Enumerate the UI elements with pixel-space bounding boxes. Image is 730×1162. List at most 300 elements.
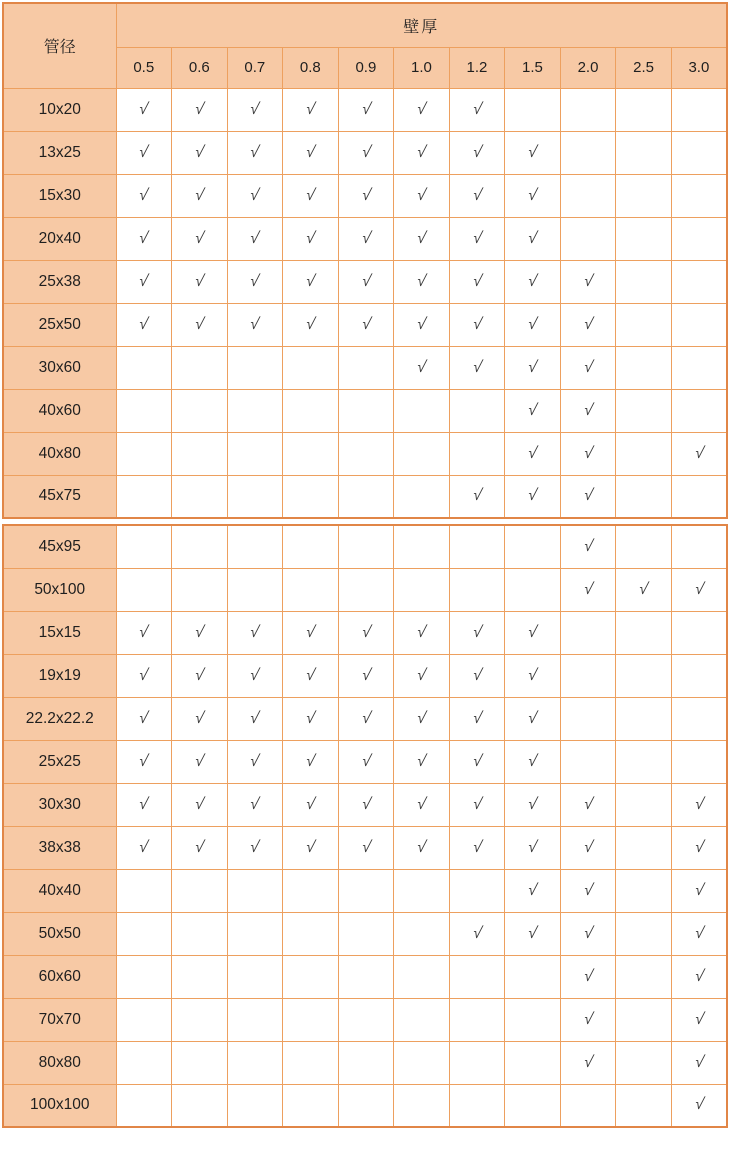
check-mark: √ [137, 709, 151, 727]
table-row [3, 346, 727, 389]
empty-cell [227, 998, 283, 1041]
empty-cell [116, 475, 172, 518]
empty-cell [394, 1084, 450, 1127]
check-mark: √ [415, 623, 428, 641]
pipe-size-label: 40x40 [3, 869, 116, 912]
check-mark: √ [692, 444, 706, 462]
check-mark: √ [692, 795, 706, 813]
check-cell [505, 611, 561, 654]
table-row [3, 475, 727, 518]
check-cell [505, 389, 561, 432]
empty-cell [283, 568, 339, 611]
check-cell [116, 740, 172, 783]
check-mark: √ [415, 709, 428, 727]
check-mark: √ [470, 272, 484, 290]
empty-cell [505, 955, 561, 998]
check-cell [227, 783, 283, 826]
check-mark: √ [581, 795, 595, 813]
empty-cell [283, 955, 339, 998]
check-cell [505, 654, 561, 697]
empty-cell [338, 389, 394, 432]
pipe-size-label: 25x25 [3, 740, 116, 783]
check-mark: √ [526, 881, 539, 899]
empty-cell [394, 525, 450, 568]
empty-cell [338, 869, 394, 912]
check-cell [505, 217, 561, 260]
check-cell [394, 174, 450, 217]
pipe-size-label: 45x95 [3, 525, 116, 568]
check-mark: √ [470, 487, 484, 505]
check-mark: √ [248, 623, 262, 641]
empty-cell [560, 88, 616, 131]
empty-cell [671, 217, 727, 260]
empty-cell [227, 912, 283, 955]
check-cell [227, 740, 283, 783]
check-cell [116, 131, 172, 174]
empty-cell [616, 174, 672, 217]
check-mark: √ [581, 444, 595, 462]
check-cell [394, 740, 450, 783]
check-cell [227, 303, 283, 346]
check-cell [283, 217, 339, 260]
pipe-size-label: 30x30 [3, 783, 116, 826]
check-mark: √ [581, 358, 595, 376]
check-mark: √ [581, 967, 595, 985]
empty-cell [172, 525, 228, 568]
empty-cell [172, 1041, 228, 1084]
check-cell [560, 389, 616, 432]
check-cell [227, 697, 283, 740]
check-mark: √ [193, 666, 206, 684]
check-mark: √ [470, 315, 484, 333]
check-mark: √ [137, 143, 151, 161]
check-cell [283, 826, 339, 869]
check-cell [172, 303, 228, 346]
check-mark: √ [193, 623, 206, 641]
check-cell [283, 88, 339, 131]
check-cell [338, 260, 394, 303]
check-mark: √ [359, 838, 373, 856]
table-row [3, 611, 727, 654]
check-cell [172, 697, 228, 740]
check-cell [616, 568, 672, 611]
check-mark: √ [415, 100, 428, 118]
pipe-size-label: 45x75 [3, 475, 116, 518]
empty-cell [283, 432, 339, 475]
empty-cell [227, 475, 283, 518]
empty-cell [449, 869, 505, 912]
check-mark: √ [692, 1096, 706, 1114]
check-mark: √ [304, 666, 317, 684]
pipe-size-label: 38x38 [3, 826, 116, 869]
check-cell [449, 260, 505, 303]
thickness-column-header: 1.2 [449, 47, 505, 88]
check-cell [172, 131, 228, 174]
table-row [3, 783, 727, 826]
table-row [3, 1084, 727, 1127]
check-cell [227, 611, 283, 654]
empty-cell [560, 131, 616, 174]
check-cell [227, 131, 283, 174]
table-row [3, 131, 727, 174]
empty-cell [449, 568, 505, 611]
pipe-size-label: 25x38 [3, 260, 116, 303]
table-row [3, 955, 727, 998]
check-cell [172, 826, 228, 869]
wall-thickness-header: 壁厚 [116, 3, 727, 47]
check-cell [671, 826, 727, 869]
check-mark: √ [137, 795, 151, 813]
check-cell [449, 740, 505, 783]
empty-cell [616, 1084, 672, 1127]
empty-cell [394, 568, 450, 611]
pipe-size-label: 25x50 [3, 303, 116, 346]
pipe-size-label: 50x100 [3, 568, 116, 611]
check-mark: √ [137, 315, 151, 333]
empty-cell [227, 1084, 283, 1127]
check-cell [560, 912, 616, 955]
check-mark: √ [359, 752, 373, 770]
check-cell [449, 783, 505, 826]
empty-cell [671, 260, 727, 303]
empty-cell [338, 998, 394, 1041]
check-mark: √ [581, 315, 595, 333]
empty-cell [560, 697, 616, 740]
check-mark: √ [359, 229, 373, 247]
empty-cell [227, 346, 283, 389]
empty-cell [505, 568, 561, 611]
empty-cell [560, 740, 616, 783]
table-row [3, 654, 727, 697]
check-cell [505, 346, 561, 389]
empty-cell [394, 389, 450, 432]
check-mark: √ [692, 1053, 706, 1071]
table-row [3, 998, 727, 1041]
check-cell [505, 131, 561, 174]
thickness-column-header: 1.0 [394, 47, 450, 88]
check-cell [283, 740, 339, 783]
empty-cell [283, 998, 339, 1041]
check-mark: √ [470, 924, 484, 942]
check-cell [116, 174, 172, 217]
empty-cell [338, 1041, 394, 1084]
check-cell [394, 654, 450, 697]
check-mark: √ [470, 229, 484, 247]
check-cell [560, 525, 616, 568]
empty-cell [116, 869, 172, 912]
check-cell [560, 475, 616, 518]
empty-cell [172, 955, 228, 998]
empty-cell [283, 346, 339, 389]
check-mark: √ [359, 795, 373, 813]
table-row [3, 1041, 727, 1084]
check-mark: √ [470, 838, 484, 856]
check-cell [449, 217, 505, 260]
check-cell [560, 955, 616, 998]
check-mark: √ [248, 315, 262, 333]
check-cell [394, 88, 450, 131]
check-cell [505, 826, 561, 869]
check-mark: √ [359, 100, 373, 118]
check-cell [338, 783, 394, 826]
empty-cell [227, 389, 283, 432]
check-mark: √ [526, 444, 539, 462]
empty-cell [449, 525, 505, 568]
check-mark: √ [692, 580, 706, 598]
check-mark: √ [581, 881, 595, 899]
empty-cell [449, 389, 505, 432]
empty-cell [671, 611, 727, 654]
empty-cell [227, 955, 283, 998]
empty-cell [505, 1084, 561, 1127]
table-row [3, 217, 727, 260]
check-mark: √ [359, 623, 373, 641]
empty-cell [116, 1041, 172, 1084]
check-cell [227, 654, 283, 697]
check-cell [394, 217, 450, 260]
empty-cell [283, 525, 339, 568]
check-cell [505, 912, 561, 955]
check-mark: √ [526, 401, 539, 419]
check-cell [560, 303, 616, 346]
check-mark: √ [137, 752, 151, 770]
check-mark: √ [137, 186, 151, 204]
check-mark: √ [415, 186, 428, 204]
check-mark: √ [526, 143, 539, 161]
check-cell [449, 346, 505, 389]
check-mark: √ [526, 229, 539, 247]
pipe-size-label: 40x60 [3, 389, 116, 432]
check-mark: √ [470, 795, 484, 813]
empty-cell [338, 912, 394, 955]
empty-cell [394, 432, 450, 475]
check-mark: √ [137, 272, 151, 290]
check-cell [116, 611, 172, 654]
table-row [3, 826, 727, 869]
check-mark: √ [581, 1010, 595, 1028]
check-mark: √ [248, 752, 262, 770]
empty-cell [671, 475, 727, 518]
check-cell [172, 260, 228, 303]
check-mark: √ [692, 924, 706, 942]
check-cell [560, 869, 616, 912]
check-cell [172, 611, 228, 654]
check-cell [338, 217, 394, 260]
check-mark: √ [248, 186, 262, 204]
check-mark: √ [526, 752, 539, 770]
check-cell [227, 826, 283, 869]
check-cell [394, 697, 450, 740]
table-row [3, 260, 727, 303]
check-mark: √ [415, 358, 428, 376]
empty-cell [616, 131, 672, 174]
empty-cell [338, 346, 394, 389]
empty-cell [116, 912, 172, 955]
empty-cell [505, 525, 561, 568]
check-mark: √ [193, 795, 206, 813]
pipe-size-label: 60x60 [3, 955, 116, 998]
check-cell [394, 131, 450, 174]
check-mark: √ [692, 838, 706, 856]
pipe-diameter-header: 管径 [3, 3, 116, 88]
check-mark: √ [193, 272, 206, 290]
check-mark: √ [248, 709, 262, 727]
empty-cell [116, 568, 172, 611]
thickness-column-header: 3.0 [671, 47, 727, 88]
check-cell [505, 303, 561, 346]
empty-cell [172, 568, 228, 611]
empty-cell [671, 131, 727, 174]
check-cell [283, 174, 339, 217]
check-cell [449, 611, 505, 654]
check-mark: √ [415, 272, 428, 290]
check-cell [505, 783, 561, 826]
check-mark: √ [304, 795, 317, 813]
pipe-size-label: 40x80 [3, 432, 116, 475]
check-mark: √ [359, 186, 373, 204]
check-cell [505, 740, 561, 783]
empty-cell [283, 475, 339, 518]
check-cell [560, 568, 616, 611]
lower-table-body [3, 525, 727, 1127]
check-mark: √ [581, 838, 595, 856]
pipe-size-label: 80x80 [3, 1041, 116, 1084]
empty-cell [616, 1041, 672, 1084]
empty-cell [283, 1084, 339, 1127]
check-cell [671, 869, 727, 912]
check-cell [338, 131, 394, 174]
check-mark: √ [526, 487, 539, 505]
empty-cell [338, 525, 394, 568]
check-cell [505, 475, 561, 518]
empty-cell [671, 389, 727, 432]
check-mark: √ [248, 229, 262, 247]
check-cell [338, 611, 394, 654]
empty-cell [394, 955, 450, 998]
empty-cell [449, 1041, 505, 1084]
empty-cell [616, 475, 672, 518]
check-mark: √ [526, 186, 539, 204]
check-mark: √ [415, 229, 428, 247]
empty-cell [338, 1084, 394, 1127]
upper-table-body [3, 88, 727, 518]
check-cell [560, 260, 616, 303]
empty-cell [227, 869, 283, 912]
check-cell [671, 912, 727, 955]
check-cell [394, 611, 450, 654]
empty-cell [338, 432, 394, 475]
check-cell [449, 912, 505, 955]
check-mark: √ [248, 838, 262, 856]
pipe-size-label: 100x100 [3, 1084, 116, 1127]
check-mark: √ [470, 186, 484, 204]
empty-cell [616, 611, 672, 654]
empty-cell [560, 1084, 616, 1127]
check-mark: √ [193, 709, 206, 727]
check-cell [172, 174, 228, 217]
check-mark: √ [470, 666, 484, 684]
check-cell [505, 697, 561, 740]
thickness-column-header: 0.6 [172, 47, 228, 88]
empty-cell [616, 783, 672, 826]
thickness-column-header: 0.7 [227, 47, 283, 88]
check-mark: √ [415, 838, 428, 856]
empty-cell [671, 525, 727, 568]
check-cell [505, 174, 561, 217]
empty-cell [338, 475, 394, 518]
check-mark: √ [581, 537, 595, 555]
check-mark: √ [415, 315, 428, 333]
check-mark: √ [304, 143, 317, 161]
check-cell [449, 88, 505, 131]
empty-cell [616, 303, 672, 346]
pipe-size-label: 15x30 [3, 174, 116, 217]
check-mark: √ [470, 143, 484, 161]
check-mark: √ [304, 752, 317, 770]
empty-cell [671, 303, 727, 346]
empty-cell [338, 568, 394, 611]
empty-cell [616, 389, 672, 432]
empty-cell [283, 869, 339, 912]
check-cell [227, 174, 283, 217]
check-cell [283, 303, 339, 346]
check-mark: √ [193, 100, 206, 118]
check-cell [338, 174, 394, 217]
check-cell [560, 1041, 616, 1084]
empty-cell [394, 998, 450, 1041]
check-cell [338, 697, 394, 740]
empty-cell [227, 432, 283, 475]
check-cell [671, 1041, 727, 1084]
empty-cell [172, 432, 228, 475]
check-mark: √ [581, 924, 595, 942]
check-mark: √ [193, 752, 206, 770]
empty-cell [616, 346, 672, 389]
check-mark: √ [581, 1053, 595, 1071]
check-mark: √ [526, 709, 539, 727]
check-cell [227, 217, 283, 260]
check-mark: √ [581, 401, 595, 419]
pipe-size-label: 19x19 [3, 654, 116, 697]
check-cell [394, 826, 450, 869]
check-mark: √ [526, 623, 539, 641]
empty-cell [616, 260, 672, 303]
check-cell [283, 654, 339, 697]
thickness-column-header: 0.5 [116, 47, 172, 88]
empty-cell [616, 654, 672, 697]
check-cell [449, 303, 505, 346]
check-mark: √ [692, 881, 706, 899]
check-cell [671, 783, 727, 826]
check-cell [338, 88, 394, 131]
check-cell [172, 217, 228, 260]
check-cell [505, 869, 561, 912]
check-cell [116, 303, 172, 346]
empty-cell [505, 88, 561, 131]
check-mark: √ [470, 100, 484, 118]
check-cell [394, 260, 450, 303]
pipe-size-label: 13x25 [3, 131, 116, 174]
empty-cell [116, 525, 172, 568]
thickness-column-header: 0.9 [338, 47, 394, 88]
empty-cell [394, 869, 450, 912]
check-cell [671, 955, 727, 998]
empty-cell [671, 88, 727, 131]
table-row [3, 432, 727, 475]
empty-cell [172, 346, 228, 389]
empty-cell [172, 389, 228, 432]
empty-cell [616, 525, 672, 568]
